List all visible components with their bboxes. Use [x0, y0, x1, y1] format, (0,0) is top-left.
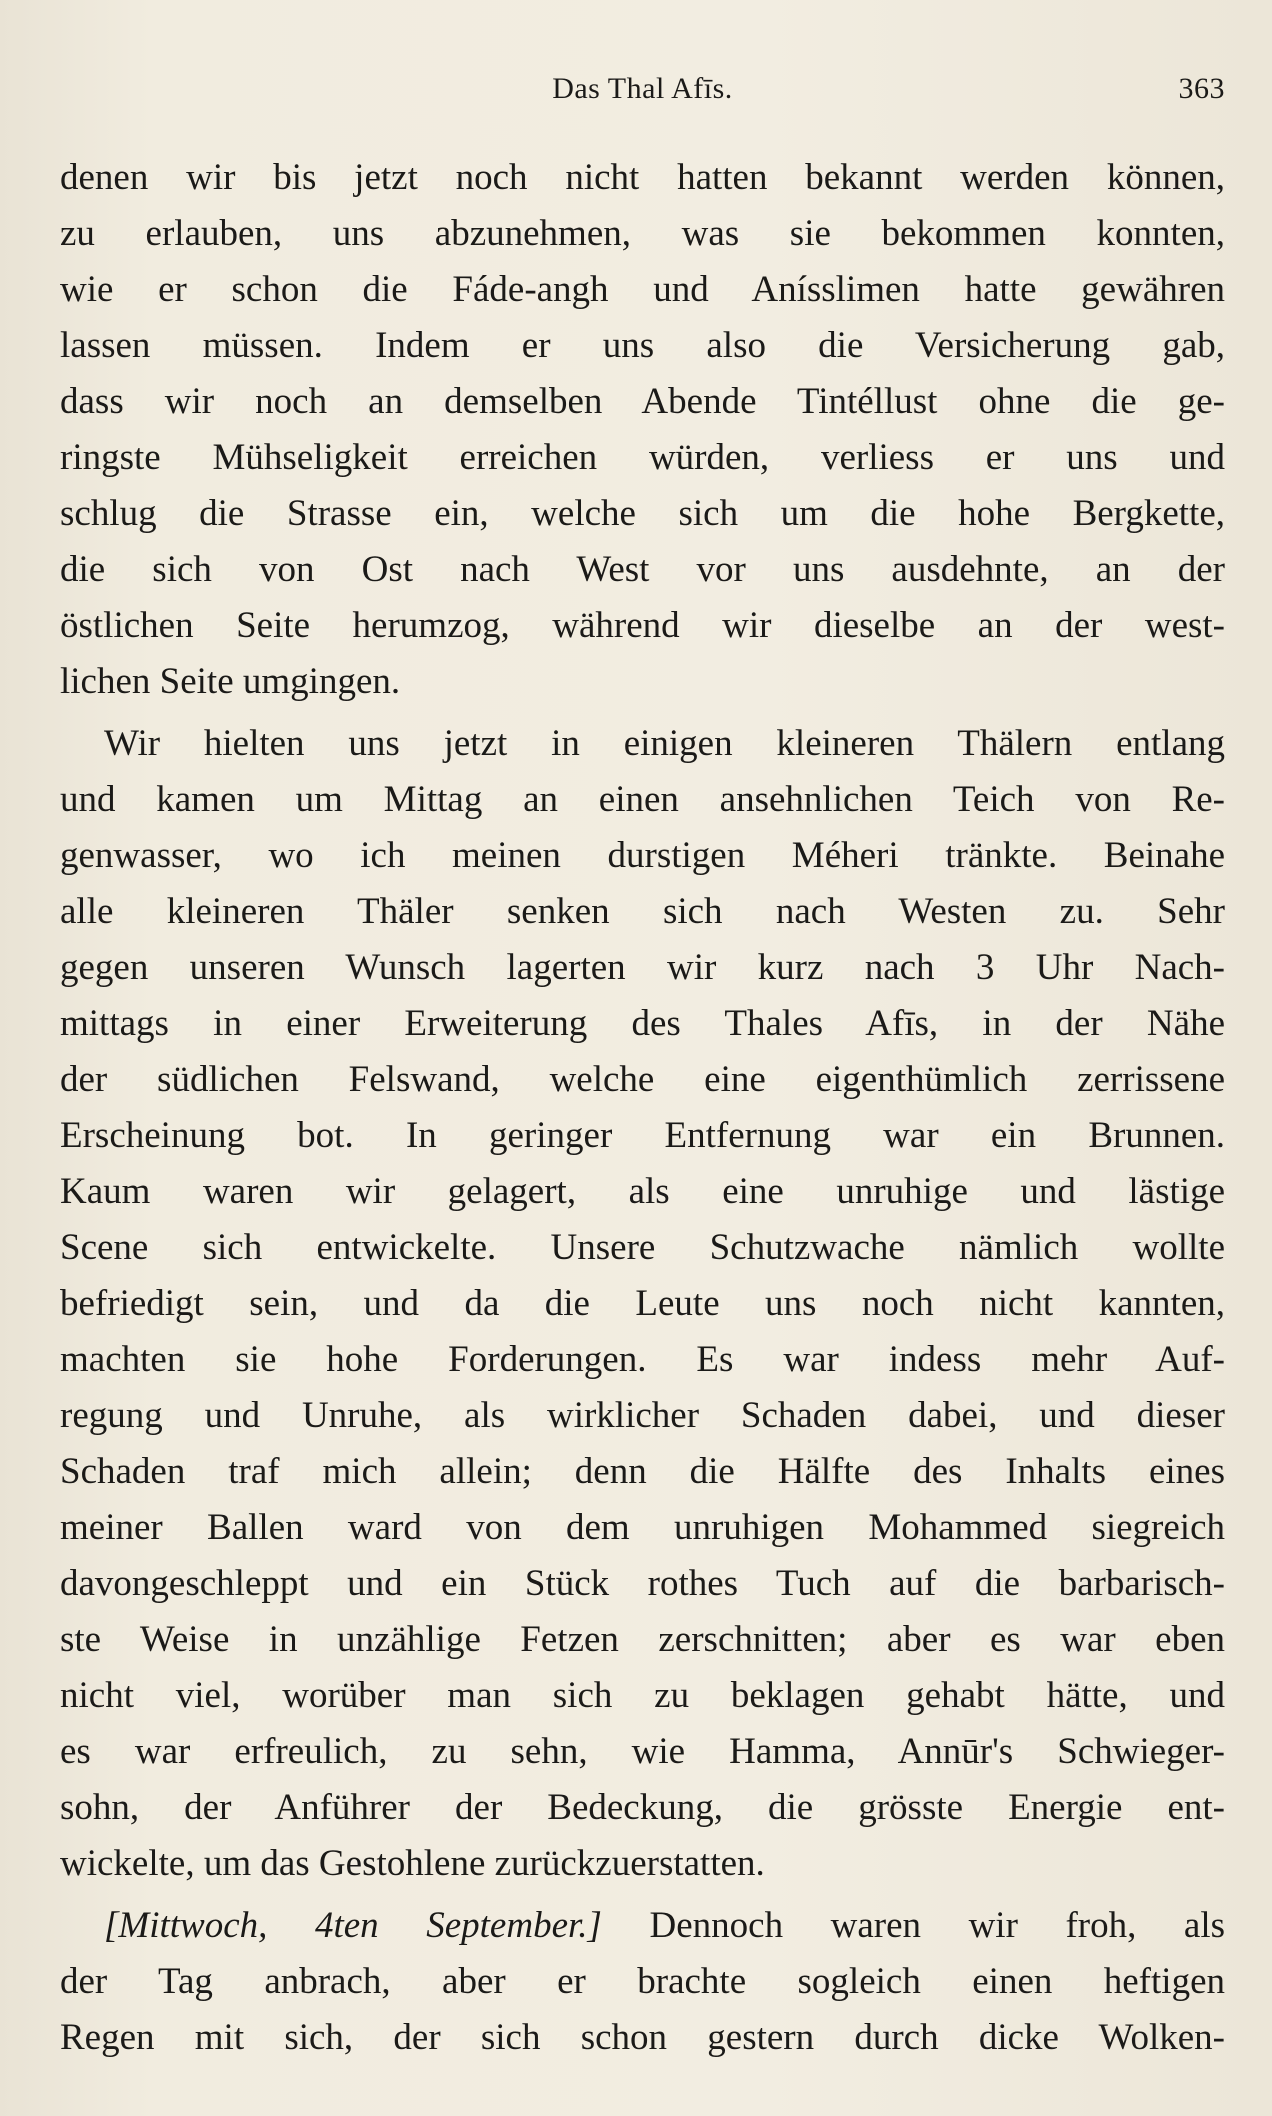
text-line: denen wir bis jetzt noch nicht hatten bekannt werden können,: [60, 157, 1225, 198]
text-line: meiner Ballen ward von dem unruhigen Mohammed siegreich: [60, 1507, 1225, 1548]
text-fragment: Dennoch waren wir froh, als: [649, 1905, 1225, 1946]
text-line: Erscheinung bot. In geringer Entfernung war ein Brunnen.: [60, 1115, 1225, 1156]
text-line: dass wir noch an demselben Abende Tintéllust ohne die ge-: [60, 381, 1225, 422]
text-line: Wir hielten uns jetzt in einigen kleineren Thälern entlang: [104, 723, 1225, 764]
text-line: Schaden traf mich allein; denn die Hälfte des Inhalts eines: [60, 1451, 1225, 1492]
text-line: alle kleineren Thäler senken sich nach Westen zu. Sehr: [60, 891, 1225, 932]
text-line: gegen unseren Wunsch lagerten wir kurz nach 3 Uhr Nach-: [60, 947, 1225, 988]
text-line: östlichen Seite herumzog, während wir dieselbe an der west-: [60, 605, 1225, 646]
text-line: Scene sich entwickelte. Unsere Schutzwache nämlich wollte: [60, 1227, 1225, 1268]
text-line: zu erlauben, uns abzunehmen, was sie bekommen konnten,: [60, 213, 1225, 254]
text-line: wickelte, um das Gestohlene zurückzuerstatten.: [60, 1843, 765, 1884]
paragraph-2: [60, 716, 1225, 1892]
text-line: ste Weise in unzählige Fetzen zerschnitten; aber es war eben: [60, 1619, 1225, 1660]
text-line: lichen Seite umgingen.: [60, 661, 401, 702]
text-line: Kaum waren wir gelagert, als eine unruhige und lästige: [60, 1171, 1225, 1212]
dateline: [Mittwoch, 4ten September.]: [104, 1905, 602, 1946]
text-line: es war erfreulich, zu sehn, wie Hamma, Annūr's Schwieger-: [60, 1731, 1225, 1772]
running-head: [60, 72, 1225, 112]
text-line: machten sie hohe Forderungen. Es war indess mehr Auf-: [60, 1339, 1225, 1380]
text-line: regung und Unruhe, als wirklicher Schaden dabei, und dieser: [60, 1395, 1225, 1436]
text-line: ringste Mühseligkeit erreichen würden, verliess er uns und: [60, 437, 1225, 478]
text-line: und kamen um Mittag an einen ansehnlichen Teich von Re-: [60, 779, 1225, 820]
text-line: die sich von Ost nach West vor uns ausdehnte, an der: [60, 549, 1225, 590]
paragraph-3: [60, 1898, 1225, 2066]
paragraph-1: [60, 150, 1225, 710]
running-title: Das Thal Afīs.: [552, 72, 733, 105]
text-line: [60, 1898, 1225, 1954]
text-line: Regen mit sich, der sich schon gestern durch dicke Wolken-: [60, 2017, 1225, 2058]
text-line: wie er schon die Fáde-angh und Anísslimen hatte gewähren: [60, 269, 1225, 310]
text-line: schlug die Strasse ein, welche sich um die hohe Bergkette,: [60, 493, 1225, 534]
text-line: sohn, der Anführer der Bedeckung, die grösste Energie ent-: [60, 1787, 1225, 1828]
text-line: der südlichen Felswand, welche eine eigenthümlich zerrissene: [60, 1059, 1225, 1100]
body-text: [60, 150, 1225, 2066]
text-line: lassen müssen. Indem er uns also die Versicherung gab,: [60, 325, 1225, 366]
text-line: befriedigt sein, und da die Leute uns noch nicht kannten,: [60, 1283, 1225, 1324]
text-line: davongeschleppt und ein Stück rothes Tuch auf die barbarisch-: [60, 1563, 1225, 1604]
page-number: 363: [1178, 72, 1225, 105]
text-line: mittags in einer Erweiterung des Thales Afīs, in der Nähe: [60, 1003, 1225, 1044]
text-line: nicht viel, worüber man sich zu beklagen gehabt hätte, und: [60, 1675, 1225, 1716]
text-line: der Tag anbrach, aber er brachte sogleich einen heftigen: [60, 1961, 1225, 2002]
text-line: genwasser, wo ich meinen durstigen Méheri tränkte. Beinahe: [60, 835, 1225, 876]
